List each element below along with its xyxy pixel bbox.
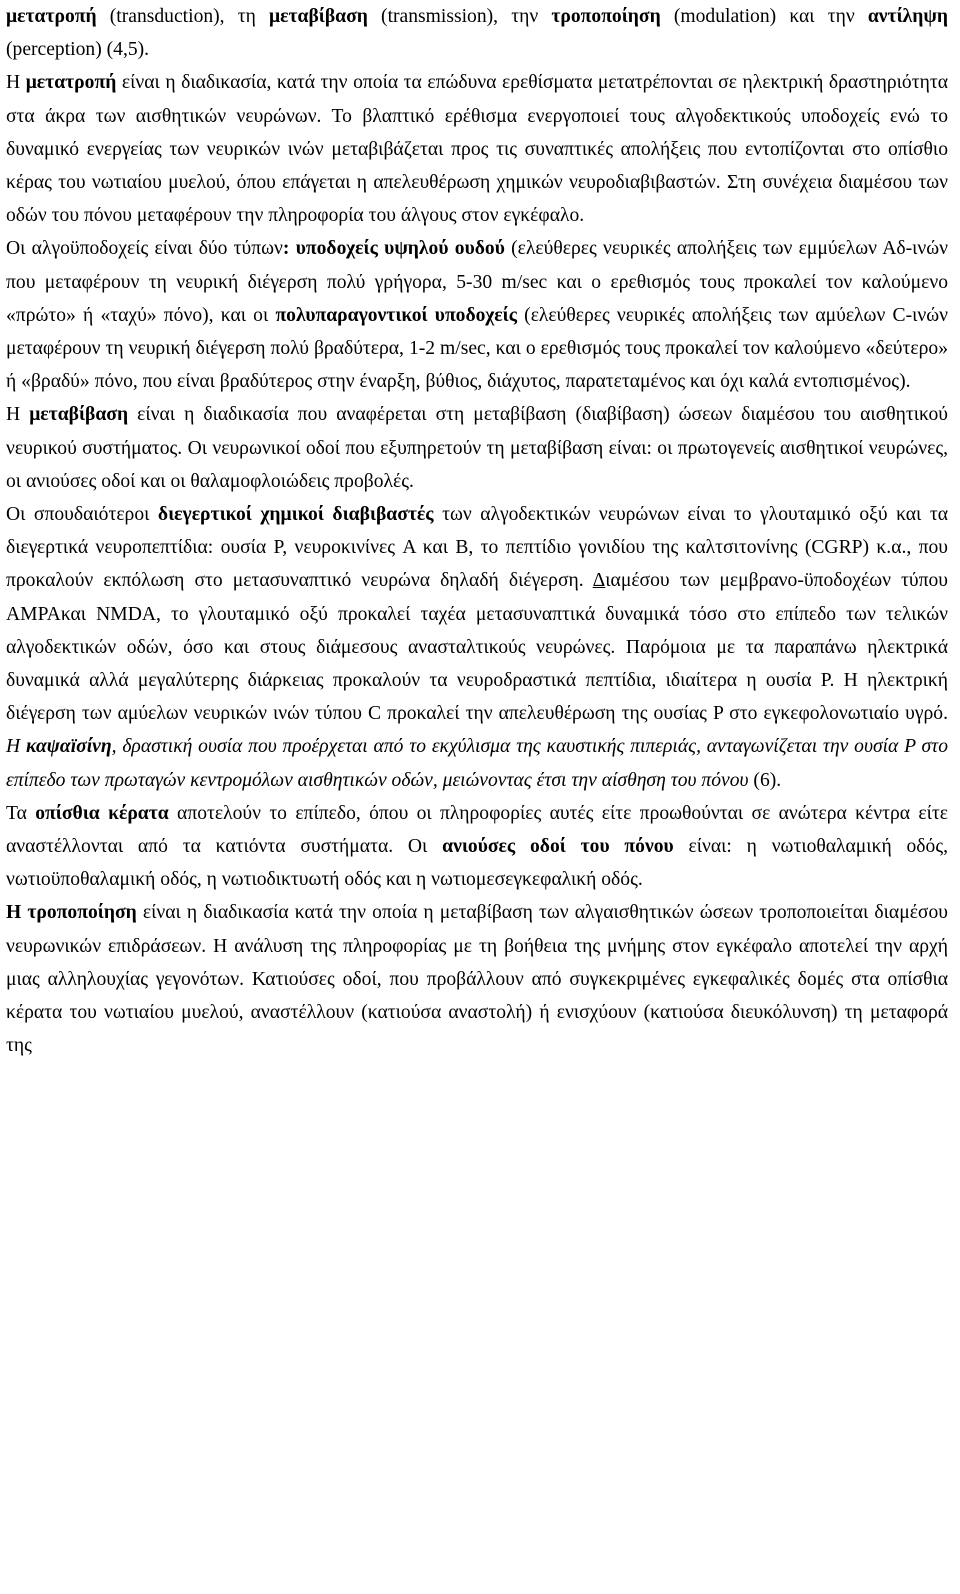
emphasized-text: τροποποίηση	[551, 6, 661, 27]
text-run: των αλγοδεκτικών νευρώνων είναι το γλουταμικό οξύ και τα διεγερτικά νευροπεπτίδια: ουσία P, νευροκινίνες A και B, το πεπτίδιο γονιδίου της καλτσιτονίνης (CGRP) κ.α., που προκαλούν εκπόλωση στο μετασυναπτικό νευρώνα δηλαδή διέγερση.	[6, 504, 948, 592]
emphasized-text: Η τροποποίηση	[6, 902, 137, 924]
paragraph	[6, 232, 948, 398]
text-run: είναι η διαδικασία κατά την οποία η μεταβίβαση των αλγαισθητικών ώσεων τροποποιείται διαμέσου νευρωνικών επιδράσεων. Η ανάλυση της πληροφορίας με τη βοήθεια της μνήμης στον εγκέφαλο αποτελεί την αρχή μιας αλληλουχίας γεγονότων. Κατιούσες οδοί, που προβάλλουν από συγκεκριμένες εγκεφαλικές δομές στα οπίσθια κέρατα του νωτιαίου μυελού, αναστέλλουν (κατιούσα αναστολή) ή ενισχύουν (κατιούσα διευκόλυνση) τη μεταφορά της	[6, 902, 948, 1057]
emphasized-text: :	[282, 238, 290, 260]
paragraph	[6, 896, 948, 1062]
text-run: Τα	[6, 802, 36, 824]
text-run: Η	[6, 404, 30, 426]
text-run: Οι σπουδαιότεροι	[6, 504, 158, 526]
emphasized-text: ανιούσες οδοί του πόνου	[442, 836, 674, 858]
paragraph	[6, 0, 948, 66]
emphasized-text: υποδοχείς υψηλού ουδού	[295, 238, 505, 260]
text-run: (transmission), την	[367, 6, 552, 27]
paragraph	[6, 66, 948, 232]
text-run: αποτελούν το επίπεδο, όπου οι πληροφορίες αυτές είτε προωθούνται σε ανώτερα κέντρα είτε αναστέλλονται από τα κατιόντα συστήματα. Οι	[6, 802, 948, 858]
emphasized-text: διεγερτικοί χημικοί διαβιβαστές	[157, 504, 434, 526]
paragraph	[6, 398, 948, 498]
paragraph	[6, 797, 948, 897]
text-run: (perception) (4,5).	[6, 39, 150, 61]
emphasized-text: Η	[6, 736, 26, 758]
text-run: Οι αλγοϋποδοχείς είναι δύο τύπων	[6, 238, 283, 260]
text-run: (ελεύθερες νευρικές απολήξεις των αμύελων C-ινών μεταφέρουν τη νευρική διέγερση πολύ βραδύτερα, 1-2 m/sec, και ο ερεθισμός τους προκαλεί τον καλούμενο «δεύτερο» ή «βραδύ» πόνο, που είναι βραδύτερος στην έναρξη, βύθιος, διάχυτος, παρατεταμένος και όχι καλά εντοπισμένος).	[6, 304, 948, 393]
emphasized-text: μεταβίβαση	[29, 404, 129, 426]
text-run: Η	[6, 72, 26, 94]
emphasized-text: μετατροπή	[6, 6, 97, 27]
text-run: (transduction), τη	[96, 6, 270, 27]
emphasized-text: αντίληψη	[867, 6, 948, 27]
text-run: (modulation) και την	[660, 6, 868, 27]
text-run: ιαμέσου των μεμβρανο-ϋποδοχέων τύπου AMPAκαι NMDA, το γλουταμικό οξύ προκαλεί ταχέα μετασυναπτικά δυναμικά τόσο στο επίπεδο των τελικών αλγοδεκτικών οδών, όσο και στους διάμεσους ανασταλτικούς νευρώνες. Παρόμοια με τα παραπάνω ηλεκτρικά δυναμικά αλλά μεγαλύτερης διάρκειας προκαλούν τα νευροδραστικά πεπτίδια, ιδιαίτερα η ουσία P. Η ηλεκτρική διέγερση των αμύελων νευρικών ινών τύπου C προκαλεί την απελευθέρωση της ουσίας P στο εγκεφολονωτιαίο υγρό.	[6, 570, 948, 725]
text-run: (ελεύθερες νευρικές απολήξεις των εμμύελων Αδ-ινών που μεταφέρουν τη νευρική διέγερση πολύ γρήγορα, 5-30 m/sec και ο ερεθισμός τους προκαλεί τον καλούμενο «πρώτο» ή «ταχύ» πόνο), και οι	[6, 238, 948, 326]
emphasized-text: πολυπαραγοντικοί υποδοχείς	[275, 304, 517, 326]
emphasized-text: καψαϊσίνη	[25, 736, 112, 758]
text-run: είναι η διαδικασία, κατά την οποία τα επώδυνα ερεθίσματα μετατρέπονται σε ηλεκτρική δραστηριότητα στα άκρα των αισθητικών νευρώνων. Το βλαπτικό ερέθισμα ενεργοποιεί τους αλγοδεκτικούς υποδοχείς ενώ το δυναμικό ενεργείας των νευρικών ινών μεταβιβάζεται προς τις συναπτικές απολήξεις που εντοπίζονται στο οπίσθιο κέρας του νωτιαίου μυελού, όπου επάγεται η απελευθέρωση χημικών νευροδιαβιβαστών. Στη συνέχεια διαμέσου των οδών του πόνου μεταφέρουν την πληροφορία του άλγους στον εγκέφαλο.	[6, 72, 948, 227]
emphasized-text: οπίσθια κέρατα	[35, 802, 169, 824]
text-run: είναι: η νωτιοθαλαμική οδός, νωτιοϋποθαλαμική οδός, η νωτιοδικτυωτή οδός και η νωτιομεσεγκεφαλική οδός.	[6, 836, 948, 891]
emphasized-text: , δραστική ουσία που προέρχεται από το εκχύλισμα της καυστικής πιπεριάς, ανταγωνίζεται την ουσία P στο επίπεδο των πρωταγών κεντρομόλων αισθητικών οδών, μειώνοντας έτσι την αίσθηση του πόνου	[6, 736, 948, 791]
emphasized-text: μετατροπή	[25, 72, 117, 94]
paragraph	[6, 498, 948, 797]
text-run: (6).	[748, 769, 782, 791]
emphasized-text: μεταβίβαση	[269, 6, 368, 27]
emphasized-text: Δ	[592, 570, 606, 592]
text-run: είναι η διαδικασία που αναφέρεται στη μεταβίβαση (διαβίβαση) ώσεων διαμέσου του αισθητικού νευρικού συστήματος. Οι νευρωνικοί οδοί που εξυπηρετούν τη μεταβίβαση είναι: οι πρωτογενείς αισθητικοί νευρώνες, οι ανιούσες οδοί και οι θαλαμοφλοιώδεις προβολές.	[6, 404, 948, 492]
